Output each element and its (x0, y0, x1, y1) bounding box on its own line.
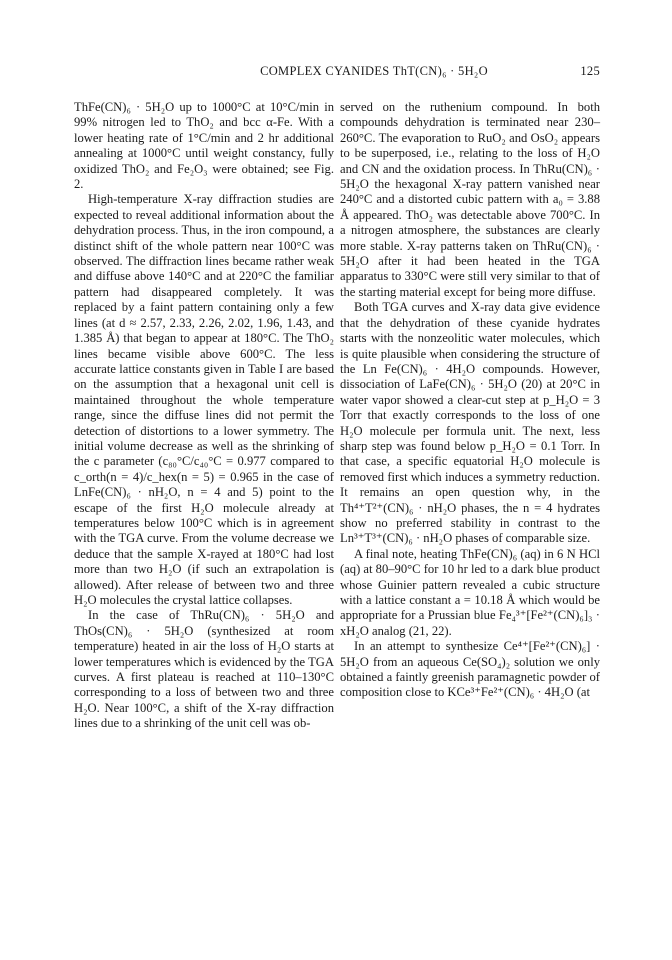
paragraph: High-temperature X-ray diffraction studies are expected to reveal additional information about the dehydration process. Thus, in the iron compound, a distinct shift of the whole pattern near 100°C was observed. The diffraction lines became rather weak and diffuse above 140°C and at 220°C the familiar pattern had disappeared completely. It was replaced by a faint pattern containing only a few lines (at d ≈ 2.57, 2.33, 2.26, 2.02, 1.96, 1.43, and 1.385 Å) that began to appear at 180°C. The ThO₂ lines became visible above 600°C. The less accurate lattice constants given in Table I are based on the assumption that a hexagonal unit cell is maintained throughout the whole temperature range, since the diffuse lines did not permit the detection of distortions to a lower symmetry. The initial volume decrease as well as the shrinking of the c parameter (c₈₀°C/c₄₀°C = 0.977 compared to c_orth(n = 4)/c_hex(n = 5) = 0.965 in the case of LnFe(CN)₆ · nH₂O, n = 4 and 5) point to the escape of the first H₂O molecule already at temperatures below 100°C which is in agreement with the TGA curve. From the volume decrease we deduce that the sample X-rayed at 180°C had lost more than two H₂O (if such an extrapolation is allowed). After release of between two and three H₂O molecules the crystal lattice collapses. (74, 192, 334, 607)
paragraph: Both TGA curves and X-ray data give evidence that the dehydration of these cyanide hydrates starts with the nonzeolitic water molecules, which is quite plausible when considering the structure of the Ln Fe(CN)₆ · 4H₂O compounds. However, dissociation of LaFe(CN)₆ · 5H₂O (20) at 20°C in water vapor showed a clear-cut step at p_H₂O = 3 Torr that exactly corresponds to the loss of one H₂O molecule per formula unit. The next, less sharp step was found below p_H₂O = 0.1 Torr. In that case, a specific equatorial H₂O molecule is removed first which induces a symmetry reduction. It remains an open question why, in the Th⁴⁺T²⁺(CN)₆ · nH₂O phases, the n = 4 hydrates show no preferred stability in contrast to the Ln³⁺T³⁺(CN)₆ · nH₂O phases of comparable size. (340, 300, 600, 546)
paragraph: ThFe(CN)₆ · 5H₂O up to 1000°C at 10°C/min in 99% nitrogen led to ThO₂ and bcc α-Fe. With a lower heating rate of 1°C/min and 2 hr additional annealing at 1000°C until weight constancy, fully oxidized ThO₂ and Fe₂O₃ were obtained; see Fig. 2. (74, 100, 334, 192)
running-header (74, 64, 600, 84)
right-column (340, 100, 600, 701)
paragraph: A final note, heating ThFe(CN)₆ (aq) in 6 N HCl (aq) at 80–90°C for 10 hr led to a dark blue product whose Guinier pattern revealed a cubic structure with a lattice constant a = 10.18 Å which would be appropriate for a Prussian blue Fe₄³⁺[Fe²⁺(CN)₆]₃ · xH₂O analog (21, 22). (340, 546, 600, 638)
running-title: COMPLEX CYANIDES ThT(CN)₆ · 5H₂O (260, 64, 488, 78)
paragraph: In an attempt to synthesize Ce⁴⁺[Fe²⁺(CN)₆] · 5H₂O from an aqueous Ce(SO₄)₂ solution we only obtained a faintly greenish paramagnetic powder of composition close to KCe³⁺Fe²⁺(CN)₆ · 4H₂O (at (340, 639, 600, 700)
paragraph: served on the ruthenium compound. In both compounds dehydration is terminated near 230–260°C. The evaporation to RuO₂ and OsO₂ appears to be superposed, i.e., relating to the loss of H₂O and CN and the oxidation process. In ThRu(CN)₆ · 5H₂O the hexagonal X-ray pattern vanished near 240°C and a distorted cubic pattern with a₀ = 3.88 Å appeared. ThO₂ was detectable above 700°C. In a nitrogen atmosphere, the substances are clearly more stable. X-ray patterns taken on ThRu(CN)₆ · 5H₂O after it had been heated in the TGA apparatus to 330°C were still very similar to that of the starting material except for being more diffuse. (340, 100, 600, 299)
page-number: 125 (580, 64, 600, 78)
paragraph: In the case of ThRu(CN)₆ · 5H₂O and ThOs(CN)₆ · 5H₂O (synthesized at room temperature) heated in air the loss of H₂O starts at lower temperatures which is evidenced by the TGA curves. A first plateau is reached at 110–130°C corresponding to a loss of between two and three H₂O. Near 100°C, a shift of the X-ray diffraction lines due to a shrinking of the unit cell was ob- (74, 608, 334, 731)
left-column (74, 100, 334, 732)
